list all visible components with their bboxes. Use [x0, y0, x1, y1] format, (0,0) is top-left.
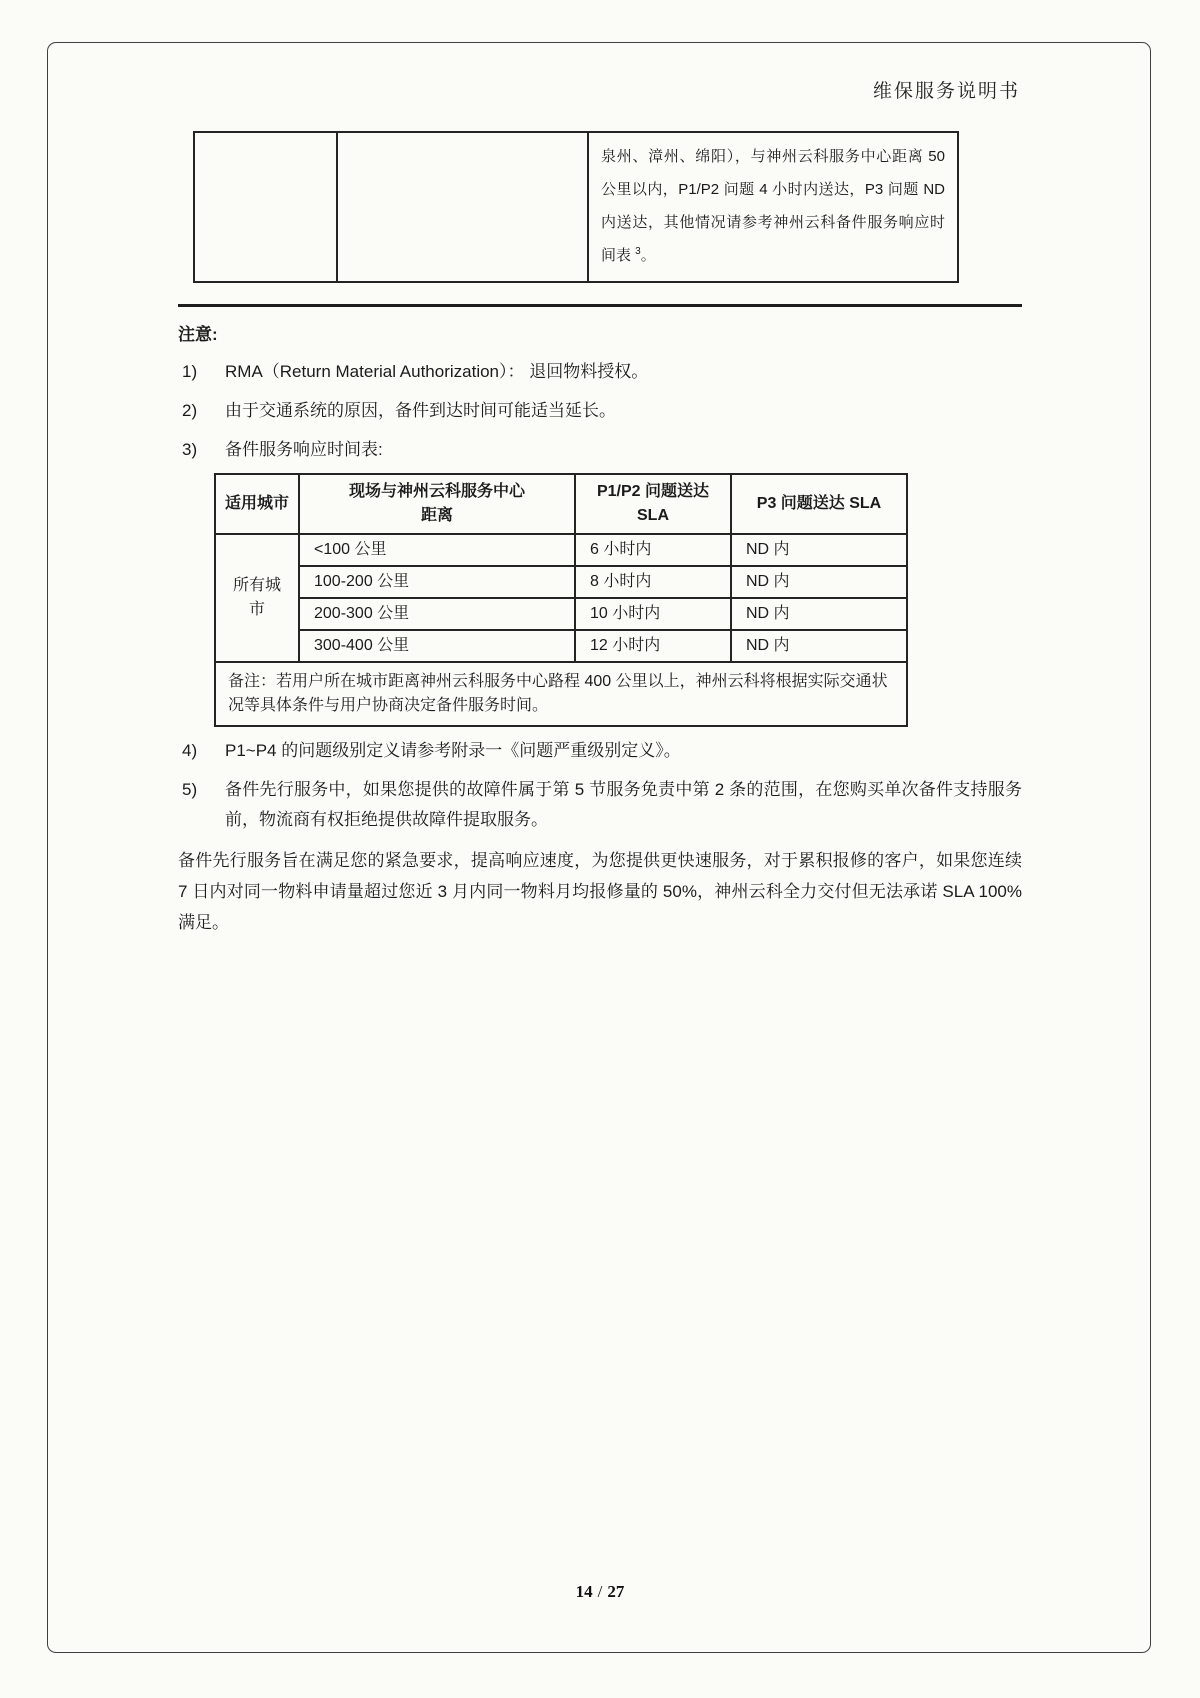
page-number-separator: / — [597, 1582, 603, 1601]
sla-p3-cell: ND 内 — [731, 598, 907, 630]
continued-table-cell-text — [588, 132, 958, 282]
notice-item-text: 由于交通系统的原因，备件到达时间可能适当延长。 — [225, 401, 616, 420]
section-divider-rule — [178, 304, 1022, 307]
continued-table — [193, 131, 959, 283]
sla-distance-cell: 200-300 公里 — [299, 598, 575, 630]
page-total: 27 — [607, 1582, 625, 1601]
notice-item-text: 备件服务响应时间表: — [225, 440, 383, 459]
page-footer — [0, 1582, 1200, 1602]
notice-item-number: 4) — [182, 741, 198, 760]
notice-heading: 注意: — [178, 325, 218, 344]
closing-paragraph: 备件先行服务旨在满足您的紧急要求，提高响应速度，为您提供更快速服务，对于累积报修的客户，如果您连续 7 日内对同一物料申请量超过您近 3 月内同一物料月均报修量的 50%，神州云科全力交付但无法承诺 SLA 100%满足。 — [178, 851, 1022, 932]
sla-p12-cell: 12 小时内 — [575, 630, 731, 662]
continued-table-cell-empty-2 — [337, 132, 588, 282]
sla-distance-cell: 100-200 公里 — [299, 566, 575, 598]
sla-note-cell: 备注：若用户所在城市距离神州云科服务中心路程 400 公里以上，神州云科将根据实际交通状况等具体条件与用户协商决定备件服务时间。 — [215, 662, 907, 726]
sla-header-row — [215, 474, 907, 534]
sla-table-row — [215, 598, 907, 630]
notice-item-text: RMA（Return Material Authorization）： 退回物料授权。 — [225, 362, 649, 381]
footnote-reference: 3 — [635, 246, 641, 257]
page-number: 14 — [575, 1582, 593, 1601]
sla-city-cell: 所有城市 — [215, 534, 299, 662]
notice-item-number: 5) — [182, 780, 198, 799]
sla-p12-cell: 10 小时内 — [575, 598, 731, 630]
continued-table-cell-empty-1 — [194, 132, 337, 282]
notice-item-2 — [178, 396, 1022, 426]
continued-table-row — [194, 132, 958, 282]
sla-response-table — [214, 473, 908, 727]
notice-item-4 — [178, 736, 1022, 766]
sla-header-p12: P1/P2 问题送达 SLA — [575, 474, 731, 534]
document-header-title: 维保服务说明书 — [872, 81, 1020, 102]
sla-p12-cell: 8 小时内 — [575, 566, 731, 598]
sla-header-p3: P3 问题送达 SLA — [731, 474, 907, 534]
sla-p3-cell: ND 内 — [731, 534, 907, 566]
notice-item-3 — [178, 435, 1022, 465]
notice-item-text: 备件先行服务中，如果您提供的故障件属于第 5 节服务免责中第 2 条的范围，在您购买单次备件支持服务前，物流商有权拒绝提供故障件提取服务。 — [225, 780, 1022, 829]
sla-header-city: 适用城市 — [215, 474, 299, 534]
notice-item-text: P1~P4 的问题级别定义请参考附录一《问题严重级别定义》。 — [225, 741, 681, 760]
continued-cell-text-suffix: 。 — [640, 247, 656, 264]
page-content — [178, 131, 1022, 938]
notice-item-5 — [178, 775, 1022, 835]
sla-table-row — [215, 534, 907, 566]
sla-p3-cell: ND 内 — [731, 630, 907, 662]
notice-item-1 — [178, 357, 1022, 387]
sla-distance-cell: <100 公里 — [299, 534, 575, 566]
notice-item-number: 1) — [182, 362, 198, 381]
sla-header-distance: 现场与神州云科服务中心 距离 — [299, 474, 575, 534]
notice-item-number: 2) — [182, 401, 198, 420]
sla-distance-cell: 300-400 公里 — [299, 630, 575, 662]
sla-table-row — [215, 630, 907, 662]
sla-note-row — [215, 662, 907, 726]
sla-table-row — [215, 566, 907, 598]
notice-item-number: 3) — [182, 440, 198, 459]
continued-cell-text: 泉州、漳州、绵阳），与神州云科服务中心距离 50 公里以内，P1/P2 问题 4 小时内送达，P3 问题 ND 内送达，其他情况请参考神州云科备件服务响应时间表 — [601, 148, 945, 264]
sla-p12-cell: 6 小时内 — [575, 534, 731, 566]
sla-p3-cell: ND 内 — [731, 566, 907, 598]
